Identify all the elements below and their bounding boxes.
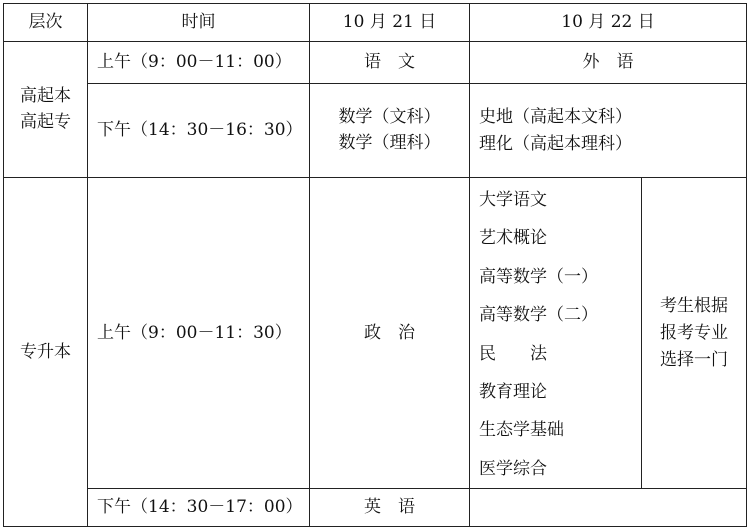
gqb-afternoon-day1-line-2: 数学（理科） bbox=[338, 133, 441, 153]
header-day1: 10 月 21 日 bbox=[310, 4, 470, 42]
header-level: 层次 bbox=[4, 4, 88, 42]
level-gqb-line-2: 高起专 bbox=[20, 112, 71, 132]
note-line-2: 报考专业 bbox=[660, 322, 728, 343]
zsb-afternoon-day2 bbox=[470, 489, 747, 527]
header-day2: 10 月 22 日 bbox=[470, 4, 747, 42]
subject-item: 高等数学（一） bbox=[479, 266, 598, 287]
level-zsb: 专升本 bbox=[4, 178, 88, 527]
zsb-morning-day1: 政 治 bbox=[310, 178, 470, 489]
exam-schedule-table bbox=[3, 3, 747, 527]
subject-item: 教育理论 bbox=[479, 382, 547, 403]
note-line-3: 选择一门 bbox=[660, 349, 728, 370]
zsb-morning-day2-subjects bbox=[470, 178, 642, 489]
subject-item: 民 法 bbox=[479, 343, 547, 364]
zsb-morning-day2-note bbox=[642, 178, 747, 489]
gqb-afternoon-time: 下午（14：30－16：30） bbox=[88, 84, 310, 178]
header-row bbox=[4, 4, 747, 42]
note-line-1: 考生根据 bbox=[660, 295, 728, 316]
gqb-morning-time: 上午（9：00－11：00） bbox=[88, 42, 310, 84]
gqb-afternoon-day1 bbox=[310, 84, 470, 178]
gqb-afternoon-day2 bbox=[470, 84, 747, 178]
row-gqb-afternoon bbox=[4, 84, 747, 178]
zsb-morning-time: 上午（9：00－11：30） bbox=[88, 178, 310, 489]
row-zsb-afternoon bbox=[4, 489, 747, 527]
exam-schedule bbox=[3, 3, 747, 527]
subject-item: 医学综合 bbox=[479, 458, 547, 479]
zsb-afternoon-time: 下午（14：30－17：00） bbox=[88, 489, 310, 527]
level-gqb bbox=[4, 42, 88, 178]
subject-item: 大学语文 bbox=[479, 190, 547, 210]
subject-item: 艺术概论 bbox=[479, 228, 547, 249]
level-gqb-line-1: 高起本 bbox=[20, 86, 71, 106]
row-gqb-morning bbox=[4, 42, 747, 84]
header-time: 时间 bbox=[88, 4, 310, 42]
gqb-afternoon-day2-line-2: 理化（高起本理科） bbox=[479, 133, 632, 154]
gqb-afternoon-day1-line-1: 数学（文科） bbox=[338, 107, 441, 127]
subject-item: 高等数学（二） bbox=[479, 305, 598, 326]
subject-item: 生态学基础 bbox=[479, 420, 564, 441]
gqb-morning-day1: 语 文 bbox=[310, 42, 470, 84]
row-zsb-morning bbox=[4, 178, 747, 489]
zsb-afternoon-day1: 英 语 bbox=[310, 489, 470, 527]
gqb-morning-day2: 外 语 bbox=[470, 42, 747, 84]
gqb-afternoon-day2-line-1: 史地（高起本文科） bbox=[479, 106, 632, 127]
